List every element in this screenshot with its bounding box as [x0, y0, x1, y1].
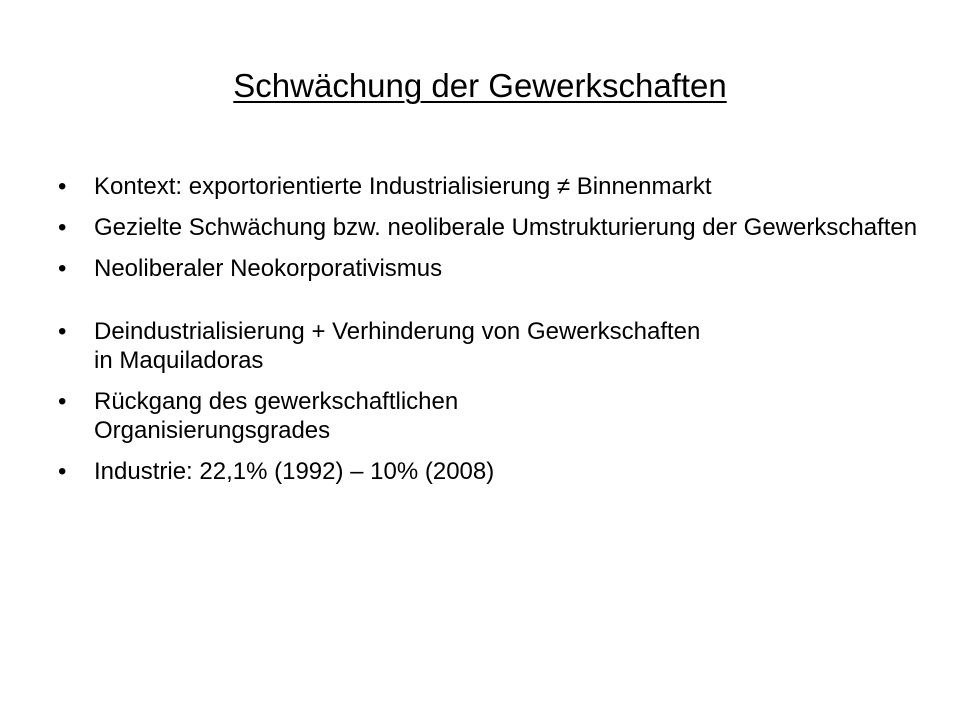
bullet-item — [58, 172, 734, 201]
bullet-list — [58, 172, 918, 498]
bullet-text: Rückgang des gewerkschaftlichen Organisierungsgrades — [94, 388, 459, 444]
bullet-point-icon: • — [58, 458, 67, 485]
slide-title-text: Schwächung der Gewerkschaften — [233, 67, 727, 104]
bullet-text: Gezielte Schwächung bzw. neoliberale Umstrukturierung der Gewerkschaften — [94, 214, 918, 241]
bullet-text: Neoliberaler Neokorporativismus — [94, 255, 443, 282]
bullet-point-icon: • — [58, 214, 67, 241]
bullet-text: Deindustrialisierung + Verhinderung von Gewerkschaften in Maquiladoras — [94, 318, 701, 374]
bullet-point-icon: • — [58, 388, 67, 415]
bullet-item — [58, 317, 724, 375]
bullet-item — [58, 254, 918, 283]
bullet-point-icon: • — [58, 173, 67, 200]
bullet-point-icon: • — [58, 255, 67, 282]
bullet-item — [58, 457, 918, 486]
bullet-point-icon: • — [58, 318, 67, 345]
bullet-item — [58, 213, 918, 242]
bullet-text: Kontext: exportorientierte Industrialisierung ≠ Binnenmarkt — [94, 173, 712, 200]
bullet-text: Industrie: 22,1% (1992) – 10% (2008) — [94, 458, 495, 485]
slide-title — [0, 64, 960, 108]
bullet-item — [58, 387, 654, 445]
